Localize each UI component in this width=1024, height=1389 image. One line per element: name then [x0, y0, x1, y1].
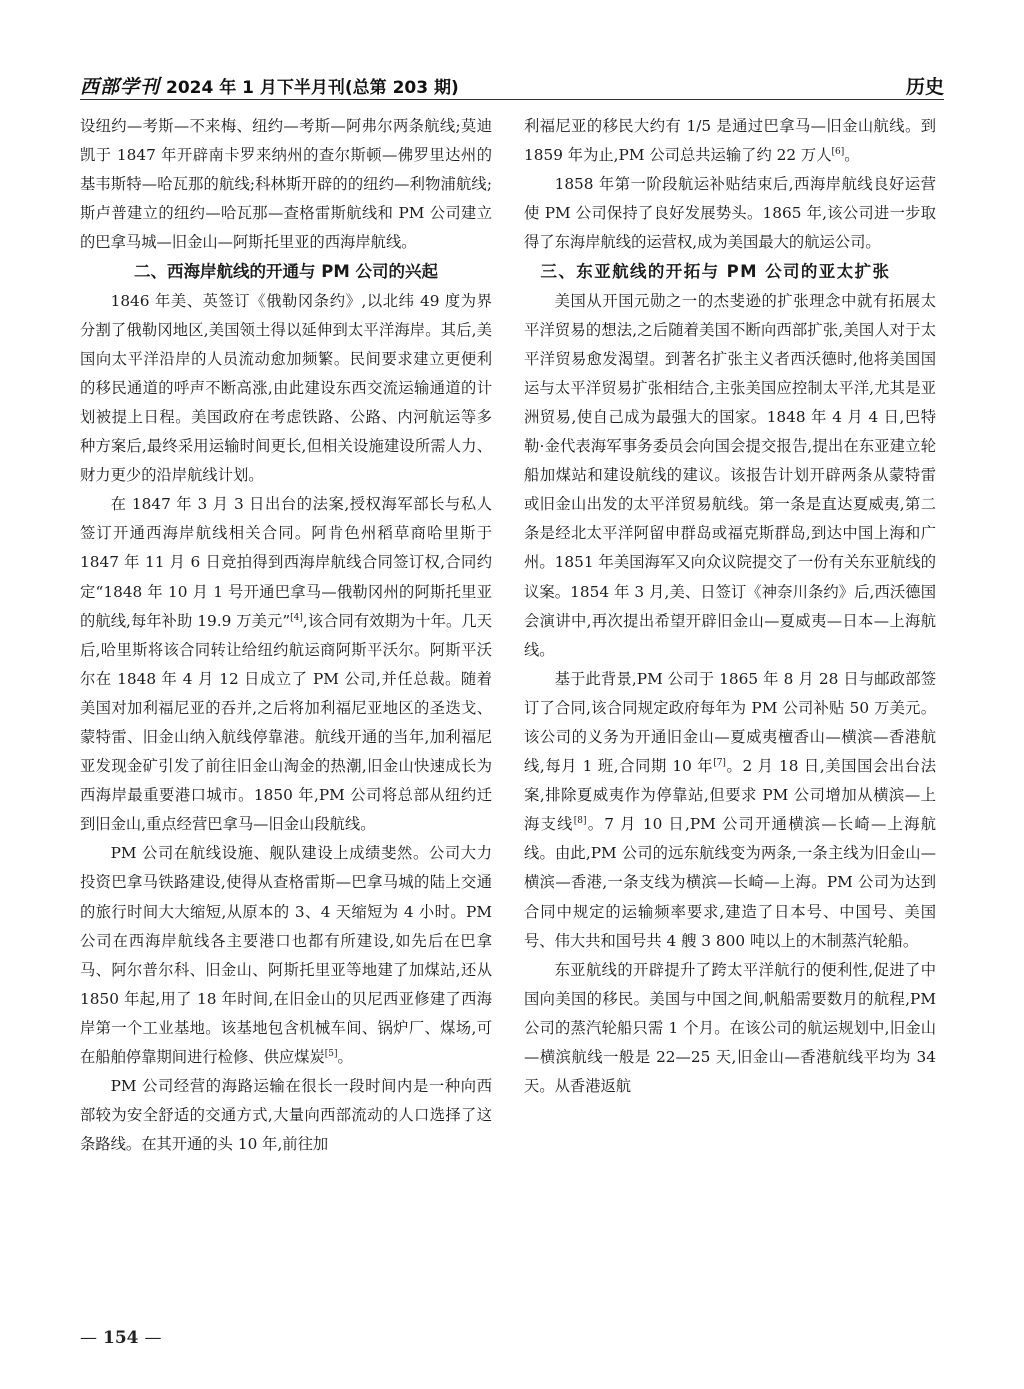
- paragraph: 东亚航线的开辟提升了跨太平洋航行的便利性,促进了中国向美国的移民。美国与中国之间,帆船需要数月的航程,PM 公司的蒸汽轮船只需 1 个月。在该公司的航运规划中,旧金山—横滨航线一般是 22—25 天,旧金山—香港航线平均为 34 天。从香港返航: [524, 960, 936, 1096]
- page-number: 154: [103, 1328, 139, 1348]
- paragraph: 设纽约—考斯—不来梅、纽约—考斯—阿弗尔两条航线;莫迪凯于 1847 年开辟南卡罗来纳州的查尔斯顿—佛罗里达州的基韦斯特—哈瓦那的航线;科林斯开辟的的纽约—利物浦航线;斯卢普建立的纽约—哈瓦那—查格雷斯航线和 PM 公司建立的巴拿马城—旧金山—阿斯托里亚的西海岸航线。: [80, 117, 492, 252]
- running-header: [80, 70, 944, 100]
- paragraph: 美国从开国元勋之一的杰斐逊的扩张理念中就有拓展太平洋贸易的想法,之后随着美国不断向西部扩张,美国人对于太平洋贸易愈发渴望。到著名扩张主义者西沃德时,他将美国国运与太平洋贸易扩张相结合,主张美国应控制太平洋,尤其是亚洲贸易,使自己成为最强大的国家。1848 年 4 月 4 日,巴特勒·金代表海军事务委员会向国会提交报告,提出在东亚建立轮船加煤站和建设航线的建议。该报告计划开辟两条从蒙特雷或旧金山出发的太平洋贸易航线。第一条是直达夏威夷,第二条是经北太平洋阿留申群岛或福克斯群岛,到达中国上海和广州。1851 年美国海军又向众议院提交了一份有关东亚航线的议案。1854 年 3 月,美、日签订《神奈川条约》后,西沃德国会演讲中,再次提出希望开辟旧金山—夏威夷—日本—上海航线。: [524, 291, 936, 659]
- footer-dash: —: [80, 1328, 97, 1348]
- paragraph-text: 。2 月 18 日,美国国会出台法案,排除夏威夷作为停靠站,但要求 PM 公司增加从横滨—上海支线: [524, 757, 936, 834]
- paragraph: [80, 490, 492, 839]
- paragraph: [524, 665, 936, 956]
- section-heading: 三、东亚航线的开拓与 PM 公司的亚太扩张: [540, 262, 891, 282]
- paragraph: PM 公司经营的海路运输在很长一段时间内是一种向西部较为安全舒适的交通方式,大量向西部流动的人口选择了这条路线。在其开通的头 10 年,前往加: [80, 1077, 492, 1154]
- header-rule: [80, 99, 944, 100]
- paragraph: [80, 839, 492, 1072]
- citation-marker: [6]: [831, 147, 845, 157]
- page-footer: [80, 1328, 162, 1348]
- paragraph-text: 。7 月 10 日,PM 公司开通横滨—长崎—上海航线。由此,PM 公司的远东航线变为两条,一条主线为旧金山—横滨—香港,一条支线为横滨—长崎—上海。PM 公司为达到合同中规定的运输频率要求,建造了日本号、中国号、美国号、伟大共和国号共 4 艘 3 800 吨以上的木制蒸汽轮船。: [524, 815, 936, 950]
- paragraph: 1846 年美、英签订《俄勒冈条约》,以北纬 49 度为界分割了俄勒冈地区,美国领土得以延伸到太平洋海岸。其后,美国向太平洋沿岸的人员流动愈加频繁。民间要求建立更便利的移民通道的呼声不断高涨,由此建设东西交流运输通道的计划被提上日程。美国政府在考虑铁路、公路、内河航运等多种方案后,最终采用运输时间更长,但相关设施建设所需人力、财力更少的沿岸航线计划。: [80, 291, 492, 485]
- paragraph-text: 利福尼亚的移民大约有 1/5 是通过巴拿马—旧金山航线。到 1859 年为止,PM 公司总共运输了约 22 万人: [524, 117, 936, 165]
- citation-marker: [7]: [713, 757, 726, 768]
- paragraph: [524, 112, 936, 170]
- section-heading: 二、西海岸航线的开通与 PM 公司的兴起: [133, 262, 438, 282]
- issue-info: 2024 年 1 月下半月刊(总第 203 期): [166, 78, 459, 98]
- paragraph-text: 。: [844, 146, 860, 165]
- paragraph-text: 。: [337, 1048, 353, 1066]
- right-column: [524, 112, 936, 1317]
- citation-marker: [8]: [573, 816, 587, 827]
- left-column: [80, 112, 492, 1317]
- paragraph-text: ,该合同有效期为十年。几天后,哈里斯将该合同转让给纽约航运商阿斯平沃尔。阿斯平沃尔在 1848 年 4 月 12 日成立了 PM 公司,并任总裁。随着美国对加利福尼亚的吞并,之后将加利福尼亚地区的圣迭戈、蒙特雷、旧金山纳入航线停靠港。航线开通的当年,加利福尼亚发现金矿引发了前往旧金山淘金的热潮,旧金山快速成长为西海岸最重要港口城市。1850 年,PM 公司将总部从纽约迁到旧金山,重点经营巴拿马—旧金山段航线。: [80, 611, 492, 834]
- journal-logo: 西部学刊: [80, 76, 161, 98]
- paragraph-text: PM 公司在航线设施、舰队建设上成绩斐然。公司大力投资巴拿马铁路建设,使得从查格雷斯—巴拿马城的陆上交通的旅行时间大大缩短,从原本的 3、4 天缩短为 4 小时。PM 公司在西海岸航线各主要港口也都有所建设,如先后在巴拿马、阿尔普尔科、旧金山、阿斯托里亚等地建了加煤站,还从 1850 年起,用了 18 年时间,在旧金山的贝尼西亚修建了西海岸第一个工业基地。该基地包含机械车间、锅炉厂、煤场,可在船舶停靠期间进行检修、供应煤炭: [80, 844, 492, 1066]
- citation-marker: [5]: [324, 1048, 338, 1059]
- paragraph-text: 在 1847 年 3 月 3 日出台的法案,授权海军部长与私人签订开通西海岸航线相关合同。阿肯色州稻草商哈里斯于 1847 年 11 月 6 日竞拍得到西海岸航线合同签订权,合同约定“1848 年 10 月 1 号开通巴拿马—俄勒冈州的阿斯托里亚的航线,每年补助 19.9 万美元”: [80, 495, 492, 630]
- paragraph-text: 基于此背景,PM 公司于 1865 年 8 月 28 日与邮政部签订了合同,该合同规定政府每年为 PM 公司补贴 50 万美元。该公司的义务为开通旧金山—夏威夷檀香山—横滨—香港航线,每月 1 班,合同期 10 年: [524, 669, 936, 776]
- section-label: 历史: [905, 76, 944, 98]
- paragraph: 1858 年第一阶段航运补贴结束后,西海岸航线良好运营使 PM 公司保持了良好发展势头。1865 年,该公司进一步取得了东海岸航线的运营权,成为美国最大的航运公司。: [524, 175, 936, 252]
- citation-marker: [4]: [290, 612, 303, 623]
- footer-dash: —: [144, 1328, 162, 1348]
